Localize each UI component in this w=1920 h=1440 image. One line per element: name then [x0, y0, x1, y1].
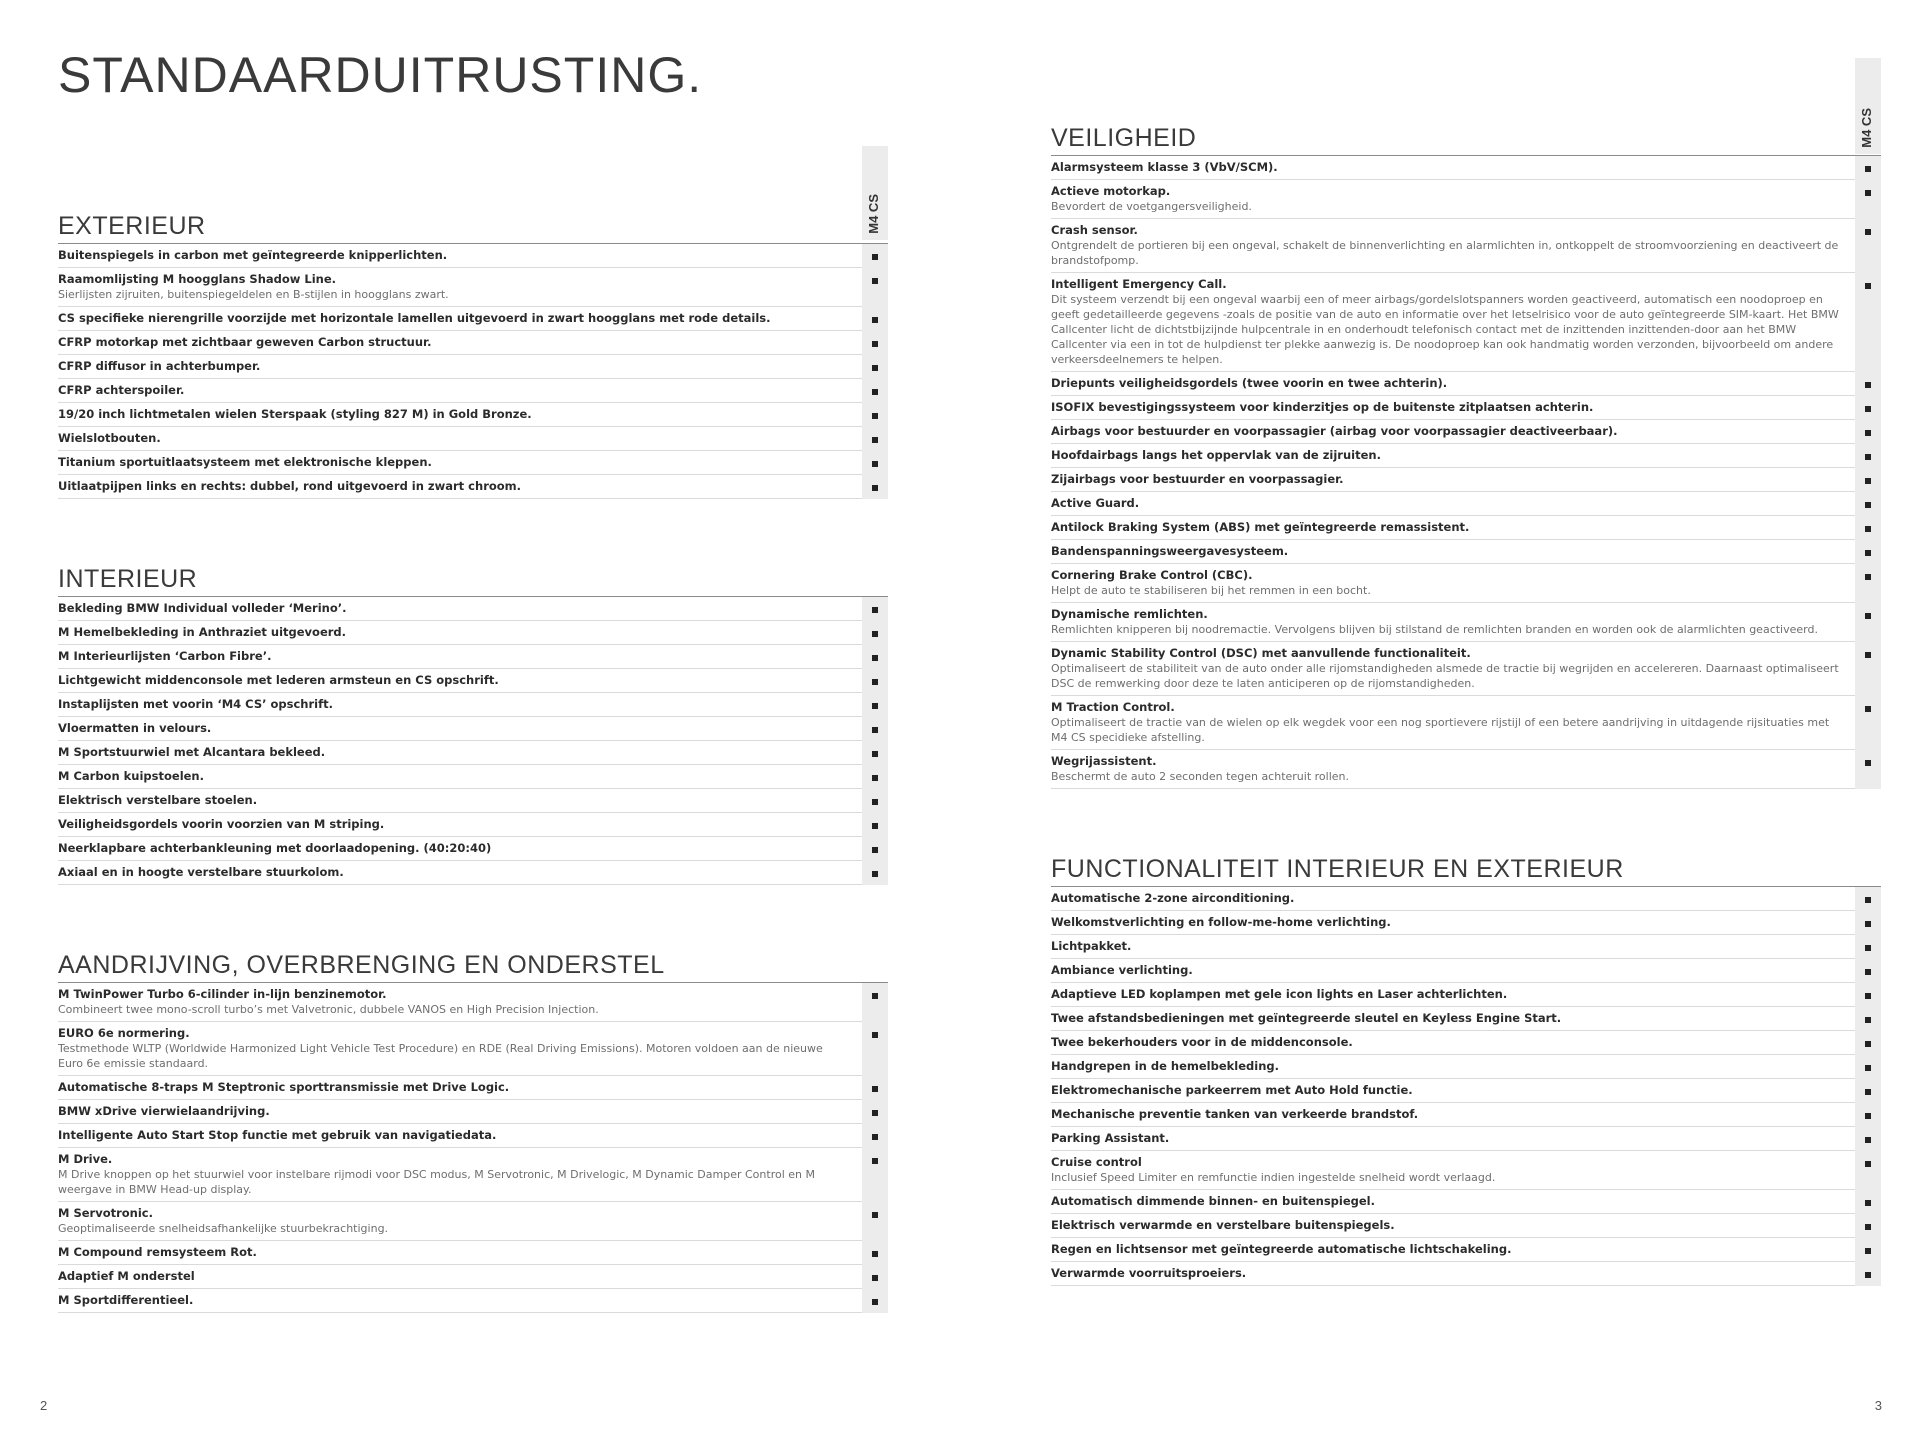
standard-equipment-marker-icon — [862, 597, 888, 621]
standard-equipment-marker-icon — [862, 1241, 888, 1265]
list-item — [58, 861, 888, 885]
standard-equipment-marker-icon — [1855, 1238, 1881, 1262]
item-title: Elektromechanische parkeerrem met Auto Hold functie. — [1051, 1083, 1413, 1097]
section-title: EXTERIEUR — [58, 212, 888, 244]
list-item — [1051, 696, 1881, 750]
standard-equipment-marker-icon — [862, 717, 888, 741]
list-item — [58, 331, 888, 355]
standard-equipment-marker-icon — [862, 403, 888, 427]
standard-equipment-marker-icon — [1855, 492, 1881, 516]
list-item — [58, 597, 888, 621]
standard-equipment-marker-icon — [862, 741, 888, 765]
page-number-left: 2 — [40, 1398, 48, 1413]
item-description: Optimaliseert de stabiliteit van de auto onder alle rijomstandigheden alsmede de tractie bij wegrijden en accelereren. Daarnaast optimaliseert DSC de remwerking door deze te laten anticiperen op de rijomstandigheden. — [1051, 662, 1839, 690]
item-title: M Compound remsysteem Rot. — [58, 1245, 257, 1259]
list-item — [58, 268, 888, 307]
page-title: STANDAARDUITRUSTING. — [58, 47, 703, 103]
item-description: Combineert twee mono-scroll turbo’s met Valvetronic, dubbele VANOS en High Precision Injection. — [58, 1003, 599, 1016]
list-item — [1051, 540, 1881, 564]
standard-equipment-marker-icon — [1855, 696, 1881, 750]
list-item — [58, 451, 888, 475]
list-item — [58, 379, 888, 403]
section-title: FUNCTIONALITEIT INTERIEUR EN EXTERIEUR — [1051, 855, 1881, 887]
standard-equipment-marker-icon — [1855, 273, 1881, 372]
section-exterieur — [58, 146, 888, 499]
list-item — [1051, 959, 1881, 983]
list-item — [1051, 444, 1881, 468]
item-description: Ontgrendelt de portieren bij een ongeval, schakelt de binnenverlichting en alarmlichten in, ontkoppelt de stroomvoorziening en deactiveert de brandstofpomp. — [1051, 239, 1839, 267]
item-title: Regen en lichtsensor met geïntegreerde automatische lichtschakeling. — [1051, 1242, 1512, 1256]
list-item — [1051, 1127, 1881, 1151]
item-title: Verwarmde voorruitsproeiers. — [1051, 1266, 1247, 1280]
item-title: CFRP motorkap met zichtbaar geweven Carbon structuur. — [58, 335, 432, 349]
item-title: Adaptieve LED koplampen met gele icon lights en Laser achterlichten. — [1051, 987, 1508, 1001]
list-item — [58, 765, 888, 789]
standard-equipment-marker-icon — [862, 307, 888, 331]
standard-equipment-marker-icon — [1855, 372, 1881, 396]
standard-equipment-marker-icon — [1855, 603, 1881, 642]
standard-equipment-marker-icon — [1855, 935, 1881, 959]
item-title: Crash sensor. — [1051, 223, 1138, 237]
standard-equipment-marker-icon — [862, 1100, 888, 1124]
standard-equipment-marker-icon — [862, 268, 888, 307]
list-item — [58, 1202, 888, 1241]
list-item — [58, 403, 888, 427]
item-title: Automatische 2-zone airconditioning. — [1051, 891, 1295, 905]
list-item — [1051, 564, 1881, 603]
standard-equipment-marker-icon — [862, 451, 888, 475]
item-title: CFRP diffusor in achterbumper. — [58, 359, 261, 373]
list-item — [1051, 492, 1881, 516]
column-label-m4cs: M4 CS — [866, 194, 881, 234]
list-item — [58, 621, 888, 645]
item-title: Antilock Braking System (ABS) met geïntegreerde remassistent. — [1051, 520, 1470, 534]
item-title: Actieve motorkap. — [1051, 184, 1171, 198]
item-list — [58, 244, 888, 499]
item-description: Dit systeem verzendt bij een ongeval waarbij een of meer airbags/gordelslotspanners worden geactiveerd, automatisch een noodoproep en geeft gedetailleerde gegevens -zoals de positie van de auto en informatie over het letselrisico voor de auto geïntegreerde SIM-kaart. Het BMW Callcenter licht de dichtstbijzijnde hulpcentrale in en onderhoudt telefonisch contact met de inzittenden inzittenden-door aan het BMW Callcenter via een in tot de hulpdienst ter plekke aanwezig is. De noodoproep kan ook handmatig worden verzonden, bijvoorbeeld om andere verkeersdeelnemers te helpen. — [1051, 293, 1839, 366]
standard-equipment-marker-icon — [1855, 1031, 1881, 1055]
standard-equipment-marker-icon — [1855, 564, 1881, 603]
item-title: Axiaal en in hoogte verstelbare stuurkolom. — [58, 865, 344, 879]
standard-equipment-marker-icon — [862, 1202, 888, 1241]
section-title: AANDRIJVING, OVERBRENGING EN ONDERSTEL — [58, 951, 888, 983]
standard-equipment-marker-icon — [862, 693, 888, 717]
standard-equipment-marker-icon — [1855, 180, 1881, 219]
item-title: Intelligente Auto Start Stop functie met gebruik van navigatiedata. — [58, 1128, 497, 1142]
item-list — [58, 597, 888, 885]
list-item — [1051, 983, 1881, 1007]
list-item — [58, 789, 888, 813]
item-title: Dynamic Stability Control (DSC) met aanvullende functionaliteit. — [1051, 646, 1471, 660]
standard-equipment-marker-icon — [1855, 1151, 1881, 1190]
standard-equipment-marker-icon — [1855, 156, 1881, 180]
item-title: CS specifieke nierengrille voorzijde met horizontale lamellen uitgevoerd in zwart hoogglans met rode details. — [58, 311, 771, 325]
item-title: Alarmsysteem klasse 3 (VbV/SCM). — [1051, 160, 1278, 174]
standard-equipment-marker-icon — [1855, 1079, 1881, 1103]
item-title: ISOFIX bevestigingssysteem voor kinderzitjes op de buitenste zitplaatsen achterin. — [1051, 400, 1594, 414]
item-title: CFRP achterspoiler. — [58, 383, 185, 397]
section-interieur — [58, 499, 888, 885]
item-title: EURO 6e normering. — [58, 1026, 190, 1040]
standard-equipment-marker-icon — [862, 1265, 888, 1289]
item-title: Elektrisch verstelbare stoelen. — [58, 793, 258, 807]
list-item — [58, 427, 888, 451]
standard-equipment-marker-icon — [862, 1289, 888, 1313]
item-title: Wielslotbouten. — [58, 431, 161, 445]
item-title: Wegrijassistent. — [1051, 754, 1157, 768]
item-title: Elektrisch verwarmde en verstelbare buitenspiegels. — [1051, 1218, 1395, 1232]
standard-equipment-marker-icon — [862, 1148, 888, 1202]
standard-equipment-marker-icon — [862, 621, 888, 645]
list-item — [1051, 750, 1881, 789]
item-title: M Sportstuurwiel met Alcantara bekleed. — [58, 745, 326, 759]
list-item — [1051, 1214, 1881, 1238]
list-item — [1051, 935, 1881, 959]
standard-equipment-marker-icon — [1855, 887, 1881, 911]
list-item — [58, 983, 888, 1022]
item-list — [1051, 156, 1881, 789]
item-title: M Drive. — [58, 1152, 113, 1166]
standard-equipment-marker-icon — [1855, 642, 1881, 696]
standard-equipment-marker-icon — [1855, 219, 1881, 273]
item-title: Cruise control — [1051, 1155, 1142, 1169]
item-title: Twee afstandsbedieningen met geïntegreerde sleutel en Keyless Engine Start. — [1051, 1011, 1562, 1025]
list-item — [58, 813, 888, 837]
standard-equipment-marker-icon — [1855, 750, 1881, 789]
standard-equipment-marker-icon — [1855, 1103, 1881, 1127]
page-number-right: 3 — [1874, 1398, 1882, 1413]
item-description: Beschermt de auto 2 seconden tegen achteruit rollen. — [1051, 770, 1350, 783]
item-title: Automatische 8-traps M Steptronic sporttransmissie met Drive Logic. — [58, 1080, 510, 1094]
item-description: Geoptimaliseerde snelheidsafhankelijke stuurbekrachtiging. — [58, 1222, 389, 1235]
standard-equipment-marker-icon — [862, 1076, 888, 1100]
item-title: Neerklapbare achterbankleuning met doorlaadopening. (40:20:40) — [58, 841, 492, 855]
right-column — [1051, 58, 1881, 1286]
list-item — [1051, 911, 1881, 935]
standard-equipment-marker-icon — [862, 331, 888, 355]
item-title: Titanium sportuitlaatsysteem met elektronische kleppen. — [58, 455, 432, 469]
standard-equipment-marker-icon — [862, 244, 888, 268]
item-title: M Servotronic. — [58, 1206, 153, 1220]
item-title: M Sportdifferentieel. — [58, 1293, 194, 1307]
standard-equipment-marker-icon — [1855, 396, 1881, 420]
list-item — [1051, 180, 1881, 219]
item-title: Welkomstverlichting en follow-me-home verlichting. — [1051, 915, 1391, 929]
list-item — [58, 717, 888, 741]
item-title: Mechanische preventie tanken van verkeerde brandstof. — [1051, 1107, 1419, 1121]
item-title: Adaptief M onderstel — [58, 1269, 195, 1283]
list-item — [1051, 1190, 1881, 1214]
item-title: Parking Assistant. — [1051, 1131, 1170, 1145]
standard-equipment-marker-icon — [1855, 444, 1881, 468]
list-item — [58, 741, 888, 765]
list-item — [58, 1265, 888, 1289]
list-item — [58, 1076, 888, 1100]
item-title: M Carbon kuipstoelen. — [58, 769, 204, 783]
list-item — [1051, 887, 1881, 911]
standard-equipment-marker-icon — [862, 1124, 888, 1148]
list-item — [1051, 1151, 1881, 1190]
list-item — [1051, 273, 1881, 372]
item-title: Instaplijsten met voorin ‘M4 CS’ opschrift. — [58, 697, 333, 711]
list-item — [58, 355, 888, 379]
list-item — [58, 645, 888, 669]
list-item — [58, 1124, 888, 1148]
list-item — [58, 1241, 888, 1265]
left-column — [58, 146, 888, 1313]
section-title: INTERIEUR — [58, 565, 888, 597]
standard-equipment-marker-icon — [1855, 540, 1881, 564]
item-title: M Traction Control. — [1051, 700, 1175, 714]
list-item — [1051, 642, 1881, 696]
list-item — [1051, 468, 1881, 492]
list-item — [1051, 420, 1881, 444]
item-title: Cornering Brake Control (CBC). — [1051, 568, 1253, 582]
section-functionaliteit — [1051, 789, 1881, 1286]
item-title: BMW xDrive vierwielaandrijving. — [58, 1104, 270, 1118]
list-item — [1051, 516, 1881, 540]
column-label-m4cs: M4 CS — [1859, 108, 1874, 148]
list-item — [1051, 156, 1881, 180]
item-title: Raamomlijsting M hoogglans Shadow Line. — [58, 272, 337, 286]
standard-equipment-marker-icon — [1855, 1190, 1881, 1214]
standard-equipment-marker-icon — [1855, 959, 1881, 983]
list-item — [58, 475, 888, 499]
list-item — [1051, 1103, 1881, 1127]
standard-equipment-marker-icon — [1855, 911, 1881, 935]
item-title: Hoofdairbags langs het oppervlak van de zijruiten. — [1051, 448, 1381, 462]
item-description: Bevordert de voetgangersveiligheid. — [1051, 200, 1252, 213]
item-title: Ambiance verlichting. — [1051, 963, 1193, 977]
list-item — [58, 1100, 888, 1124]
standard-equipment-marker-icon — [862, 983, 888, 1022]
standard-equipment-marker-icon — [1855, 1214, 1881, 1238]
list-item — [1051, 1079, 1881, 1103]
item-description: Testmethode WLTP (Worldwide Harmonized Light Vehicle Test Procedure) en RDE (Real Driving Emissions). Motoren voldoen aan de nieuwe Euro 6e emissie standaard. — [58, 1042, 823, 1070]
item-title: Zijairbags voor bestuurder en voorpassagier. — [1051, 472, 1344, 486]
standard-equipment-marker-icon — [862, 355, 888, 379]
item-title: Active Guard. — [1051, 496, 1140, 510]
item-title: 19/20 inch lichtmetalen wielen Sterspaak (styling 827 M) in Gold Bronze. — [58, 407, 532, 421]
item-description: Inclusief Speed Limiter en remfunctie indien ingestelde snelheid wordt verlaagd. — [1051, 1171, 1496, 1184]
item-title: Intelligent Emergency Call. — [1051, 277, 1227, 291]
item-title: Lichtgewicht middenconsole met lederen armsteun en CS opschrift. — [58, 673, 499, 687]
standard-equipment-marker-icon — [862, 789, 888, 813]
item-title: Buitenspiegels in carbon met geïntegreerde knipperlichten. — [58, 248, 448, 262]
item-title: Lichtpakket. — [1051, 939, 1132, 953]
list-item — [1051, 372, 1881, 396]
standard-equipment-marker-icon — [862, 379, 888, 403]
standard-equipment-marker-icon — [862, 475, 888, 499]
standard-equipment-marker-icon — [862, 427, 888, 451]
standard-equipment-marker-icon — [1855, 516, 1881, 540]
list-item — [58, 307, 888, 331]
list-item — [58, 693, 888, 717]
standard-equipment-marker-icon — [1855, 420, 1881, 444]
item-title: Automatisch dimmende binnen- en buitenspiegel. — [1051, 1194, 1375, 1208]
standard-equipment-marker-icon — [862, 765, 888, 789]
section-aandrijving — [58, 885, 888, 1313]
item-description: Remlichten knipperen bij noodremactie. Vervolgens blijven bij stilstand de remlichten branden en worden ook de alarmlichten geactiveerd. — [1051, 623, 1818, 636]
item-description: Helpt de auto te stabiliseren bij het remmen in een bocht. — [1051, 584, 1371, 597]
standard-equipment-marker-icon — [1855, 1127, 1881, 1151]
standard-equipment-marker-icon — [862, 669, 888, 693]
standard-equipment-marker-icon — [862, 837, 888, 861]
list-item — [1051, 396, 1881, 420]
list-item — [58, 244, 888, 268]
list-item — [1051, 1055, 1881, 1079]
section-title: VEILIGHEID — [1051, 124, 1881, 156]
item-list — [58, 983, 888, 1313]
standard-equipment-marker-icon — [1855, 1055, 1881, 1079]
list-item — [1051, 1007, 1881, 1031]
item-description: Optimaliseert de tractie van de wielen op elk wegdek voor een nog sportievere rijstijl of een betere aandrijving in uitdagende rijsituaties met M4 CS specidieke afstelling. — [1051, 716, 1830, 744]
list-item — [1051, 1031, 1881, 1055]
list-item — [58, 1022, 888, 1076]
item-title: Dynamische remlichten. — [1051, 607, 1208, 621]
list-item — [58, 837, 888, 861]
item-title: Twee bekerhouders voor in de middenconsole. — [1051, 1035, 1353, 1049]
section-veiligheid — [1051, 58, 1881, 789]
list-item — [1051, 603, 1881, 642]
item-title: Veiligheidsgordels voorin voorzien van M striping. — [58, 817, 385, 831]
item-title: Uitlaatpijpen links en rechts: dubbel, rond uitgevoerd in zwart chroom. — [58, 479, 522, 493]
item-description: Sierlijsten zijruiten, buitenspiegeldelen en B-stijlen in hoogglans zwart. — [58, 288, 449, 301]
item-list — [1051, 887, 1881, 1286]
standard-equipment-marker-icon — [862, 861, 888, 885]
item-title: Airbags voor bestuurder en voorpassagier (airbag voor voorpassagier deactiveerbaar). — [1051, 424, 1618, 438]
standard-equipment-marker-icon — [1855, 1007, 1881, 1031]
item-title: M TwinPower Turbo 6-cilinder in-lijn benzinemotor. — [58, 987, 387, 1001]
item-title: M Hemelbekleding in Anthraziet uitgevoerd. — [58, 625, 347, 639]
item-title: Handgrepen in de hemelbekleding. — [1051, 1059, 1279, 1073]
standard-equipment-marker-icon — [1855, 983, 1881, 1007]
list-item — [58, 669, 888, 693]
standard-equipment-marker-icon — [1855, 1262, 1881, 1286]
item-title: Bandenspanningsweergavesysteem. — [1051, 544, 1289, 558]
list-item — [1051, 1238, 1881, 1262]
list-item — [58, 1289, 888, 1313]
item-title: M Interieurlijsten ‘Carbon Fibre’. — [58, 649, 272, 663]
standard-equipment-marker-icon — [1855, 468, 1881, 492]
list-item — [1051, 1262, 1881, 1286]
list-item — [1051, 219, 1881, 273]
standard-equipment-marker-icon — [862, 645, 888, 669]
item-title: Vloermatten in velours. — [58, 721, 212, 735]
item-title: Bekleding BMW Individual volleder ‘Merino’. — [58, 601, 347, 615]
list-item — [58, 1148, 888, 1202]
item-description: M Drive knoppen op het stuurwiel voor instelbare rijmodi voor DSC modus, M Servotronic, M Drivelogic, M Dynamic Damper Control en M weergave in BMW Head-up display. — [58, 1168, 815, 1196]
standard-equipment-marker-icon — [862, 1022, 888, 1076]
item-title: Driepunts veiligheidsgordels (twee voorin en twee achterin). — [1051, 376, 1448, 390]
standard-equipment-marker-icon — [862, 813, 888, 837]
